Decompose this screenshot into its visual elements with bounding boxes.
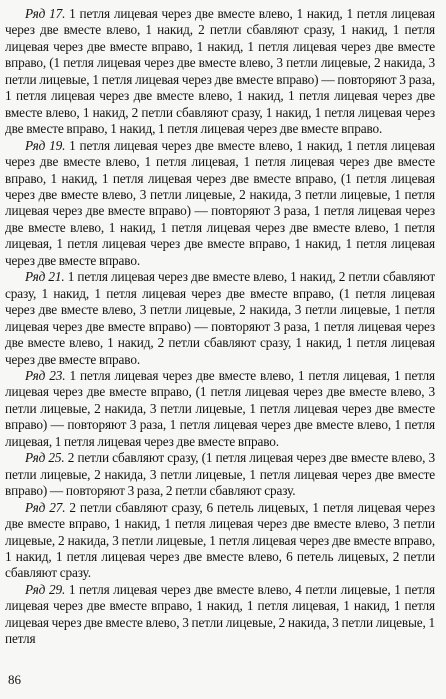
row-23-label: Ряд 23. bbox=[25, 367, 66, 383]
page-content bbox=[5, 6, 435, 648]
row-17-paragraph bbox=[5, 6, 435, 138]
row-25-paragraph bbox=[5, 450, 435, 499]
row-29-text: 1 петля лицевая через две вместе влево, 4 петли лицевые, 1 петля лицевая через две вместе вправо, 1 накид, 1 петля лицевая, 1 накид, 1 петля лицевая через две вместе влево, 3 петли лицевые, 2 накида, 3 петли лицевые, 1 петля bbox=[5, 581, 435, 647]
page-number: 86 bbox=[8, 672, 21, 687]
row-21-label: Ряд 21. bbox=[25, 269, 65, 285]
row-19-paragraph bbox=[5, 138, 435, 270]
row-25-text: 2 петли сбавляют сразу, (1 петля лицевая через две вместе влево, 3 петли лицевые, 2 накида, 3 петли лицевые, 1 петля лицевая через две вместе вправо) — повторяют 3 раза, 2 петли сбавляют сразу. bbox=[5, 450, 435, 499]
row-19-label: Ряд 19. bbox=[25, 137, 66, 153]
row-21-paragraph bbox=[5, 269, 435, 368]
row-27-text: 2 петли сбавляют сразу, 6 петель лицевых, 1 петля лицевая через две вместе вправо, 1 накид, 1 петля лицевая через две вместе влево, 3 петли лицевые, 2 накида, 3 петли лицевые, 1 петля лицевая через две вместе вправо, 1 накид, 1 петля лицевая через две вместе влево, 6 петель лицевых, 2 петли сбавляют сразу. bbox=[5, 499, 435, 581]
row-23-paragraph bbox=[5, 368, 435, 450]
row-19-text: 1 петля лицевая через две вместе влево, 1 накид, 1 петля лицевая через две вместе влево, 1 петля лицевая, 1 петля лицевая через две вместе вправо, 1 накид, 1 петля лицевая через две вместе вправо, (1 петля лицевая через две вместе влево, 3 петли лицевые, 2 накида, 3 петли лицевые, 1 петля лицевая через две вместе вправо) — повторяют 3 раза, 1 петля лицевая через две вместе влево, 1 накид, 1 петля лицевая через две вместе влево, 1 петля лицевая, 1 петля лицевая через две вместе вправо, 1 накид, 1 петля лицевая через две вместе вправо. bbox=[5, 137, 435, 268]
row-27-label: Ряд 27. bbox=[25, 499, 66, 515]
row-17-label: Ряд 17. bbox=[25, 6, 66, 21]
row-23-text: 1 петля лицевая через две вместе влево, 1 петля лицевая, 1 петля лицевая через две вместе вправо, (1 петля лицевая через две вместе влево, 3 петли лицевые, 2 накида, 3 петли лицевые, 1 петля лицевая через две вместе вправо) — повторяют 3 раза, 1 петля лицевая через две вместе влево, 1 петля лицевая, 1 петля лицевая через две вместе вправо. bbox=[5, 367, 435, 449]
row-25-label: Ряд 25. bbox=[25, 450, 65, 466]
row-21-text: 1 петля лицевая через две вместе влево, 1 накид, 2 петли сбавляют сразу, 1 накид, 1 петля лицевая через две вместе вправо, (1 петля лицевая через две вместе влево, 3 петли лицевые, 2 накида, 3 петли лицевые, 1 петля лицевая через две вместе вправо) — повторяют 3 раза, 1 петля лицевая через две вместе влево, 1 накид, 2 петли сбавляют сразу, 1 накид, 1 петля лицевая через две вместе вправо. bbox=[5, 269, 435, 367]
row-27-paragraph bbox=[5, 500, 435, 582]
row-29-label: Ряд 29. bbox=[25, 581, 66, 597]
row-29-paragraph bbox=[5, 582, 435, 648]
row-17-text: 1 петля лицевая через две вместе влево, 1 накид, 1 петля лицевая через две вместе влево, 1 накид, 2 петли сбавляют сразу, 1 накид, 1 петля лицевая через две вместе вправо, 1 накид, 1 петля лицевая через две вместе вправо, (1 петля лицевая через две вместе влево, 3 петли лицевые, 2 накида, 3 петли лицевые, 1 петля лицевая через две вместе вправо) — повторяют 3 раза, 1 петля лицевая через две вместе влево, 1 накид, 1 петля лицевая через две вместе влево, 1 накид, 2 петли сбавляют сразу, 1 накид, 1 петля лицевая через две вместе вправо, 1 накид, 1 петля лицевая через две вместе вправо. bbox=[5, 6, 435, 137]
